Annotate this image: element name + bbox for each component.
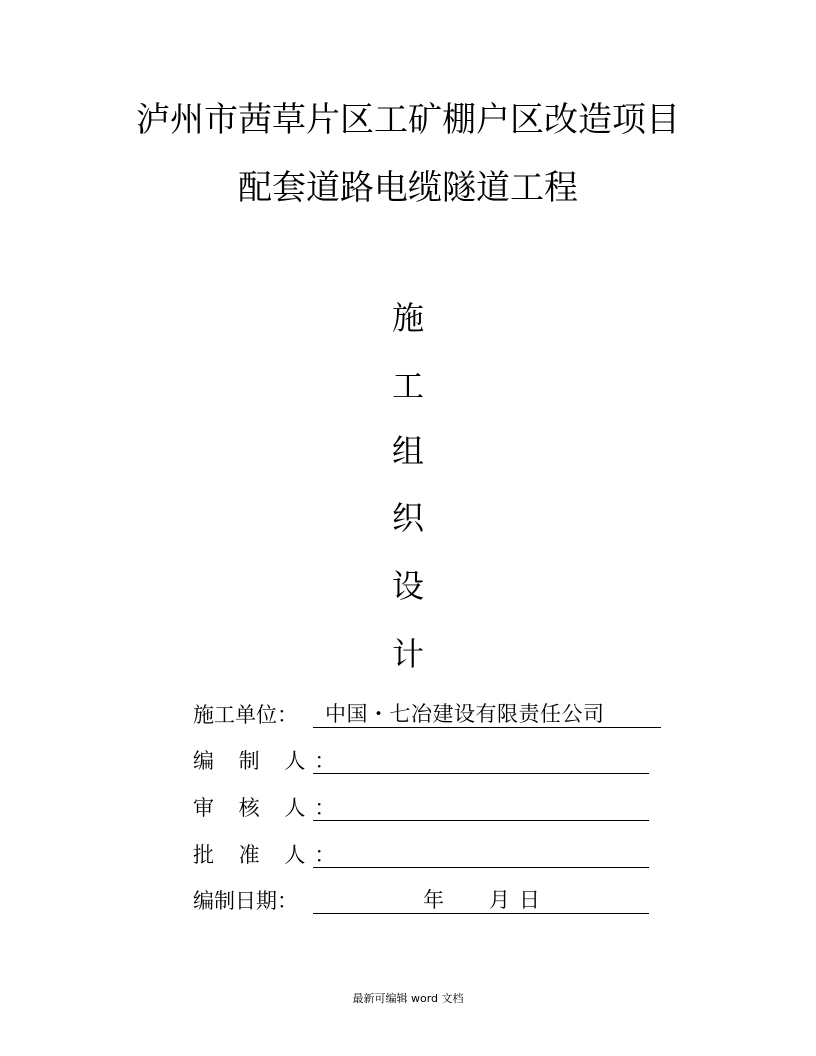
compile-date-row — [193, 886, 649, 914]
doc-type-char-1: 施 — [391, 299, 424, 337]
compile-date-label: 编制日期： — [193, 889, 298, 913]
construction-unit-row — [193, 700, 649, 728]
reviewer-row — [193, 793, 649, 821]
construction-unit-value: 中国・七冶建设有限责任公司 — [313, 701, 661, 728]
doc-type-char-3: 组 — [391, 432, 424, 470]
doc-type-char-2: 工 — [391, 367, 424, 405]
date-year-label: 年 — [423, 888, 444, 912]
compile-date-value-line — [313, 887, 649, 914]
approver-label: 批 准 人： — [193, 843, 345, 867]
doc-type-char-5: 设 — [391, 567, 424, 605]
approver-row — [193, 840, 649, 868]
footer-note: 最新可编辑 word 文档 — [352, 992, 464, 1005]
document-title-line-1: 泸州市茜草片区工矿棚户区改造项目 — [136, 100, 680, 140]
date-month-label: 月 — [489, 888, 510, 912]
doc-type-char-4: 织 — [391, 499, 424, 537]
reviewer-label: 审 核 人： — [193, 796, 345, 820]
document-title-line-2: 配套道路电缆隧道工程 — [238, 168, 578, 208]
compiler-row — [193, 746, 649, 774]
compiler-label: 编 制 人： — [193, 749, 345, 773]
reviewer-value-line — [313, 794, 649, 821]
doc-type-char-6: 计 — [391, 635, 424, 673]
construction-unit-label: 施工单位： — [193, 703, 298, 727]
date-day-label: 日 — [519, 888, 540, 912]
compiler-value-line — [313, 747, 649, 774]
approver-value-line — [313, 841, 649, 868]
